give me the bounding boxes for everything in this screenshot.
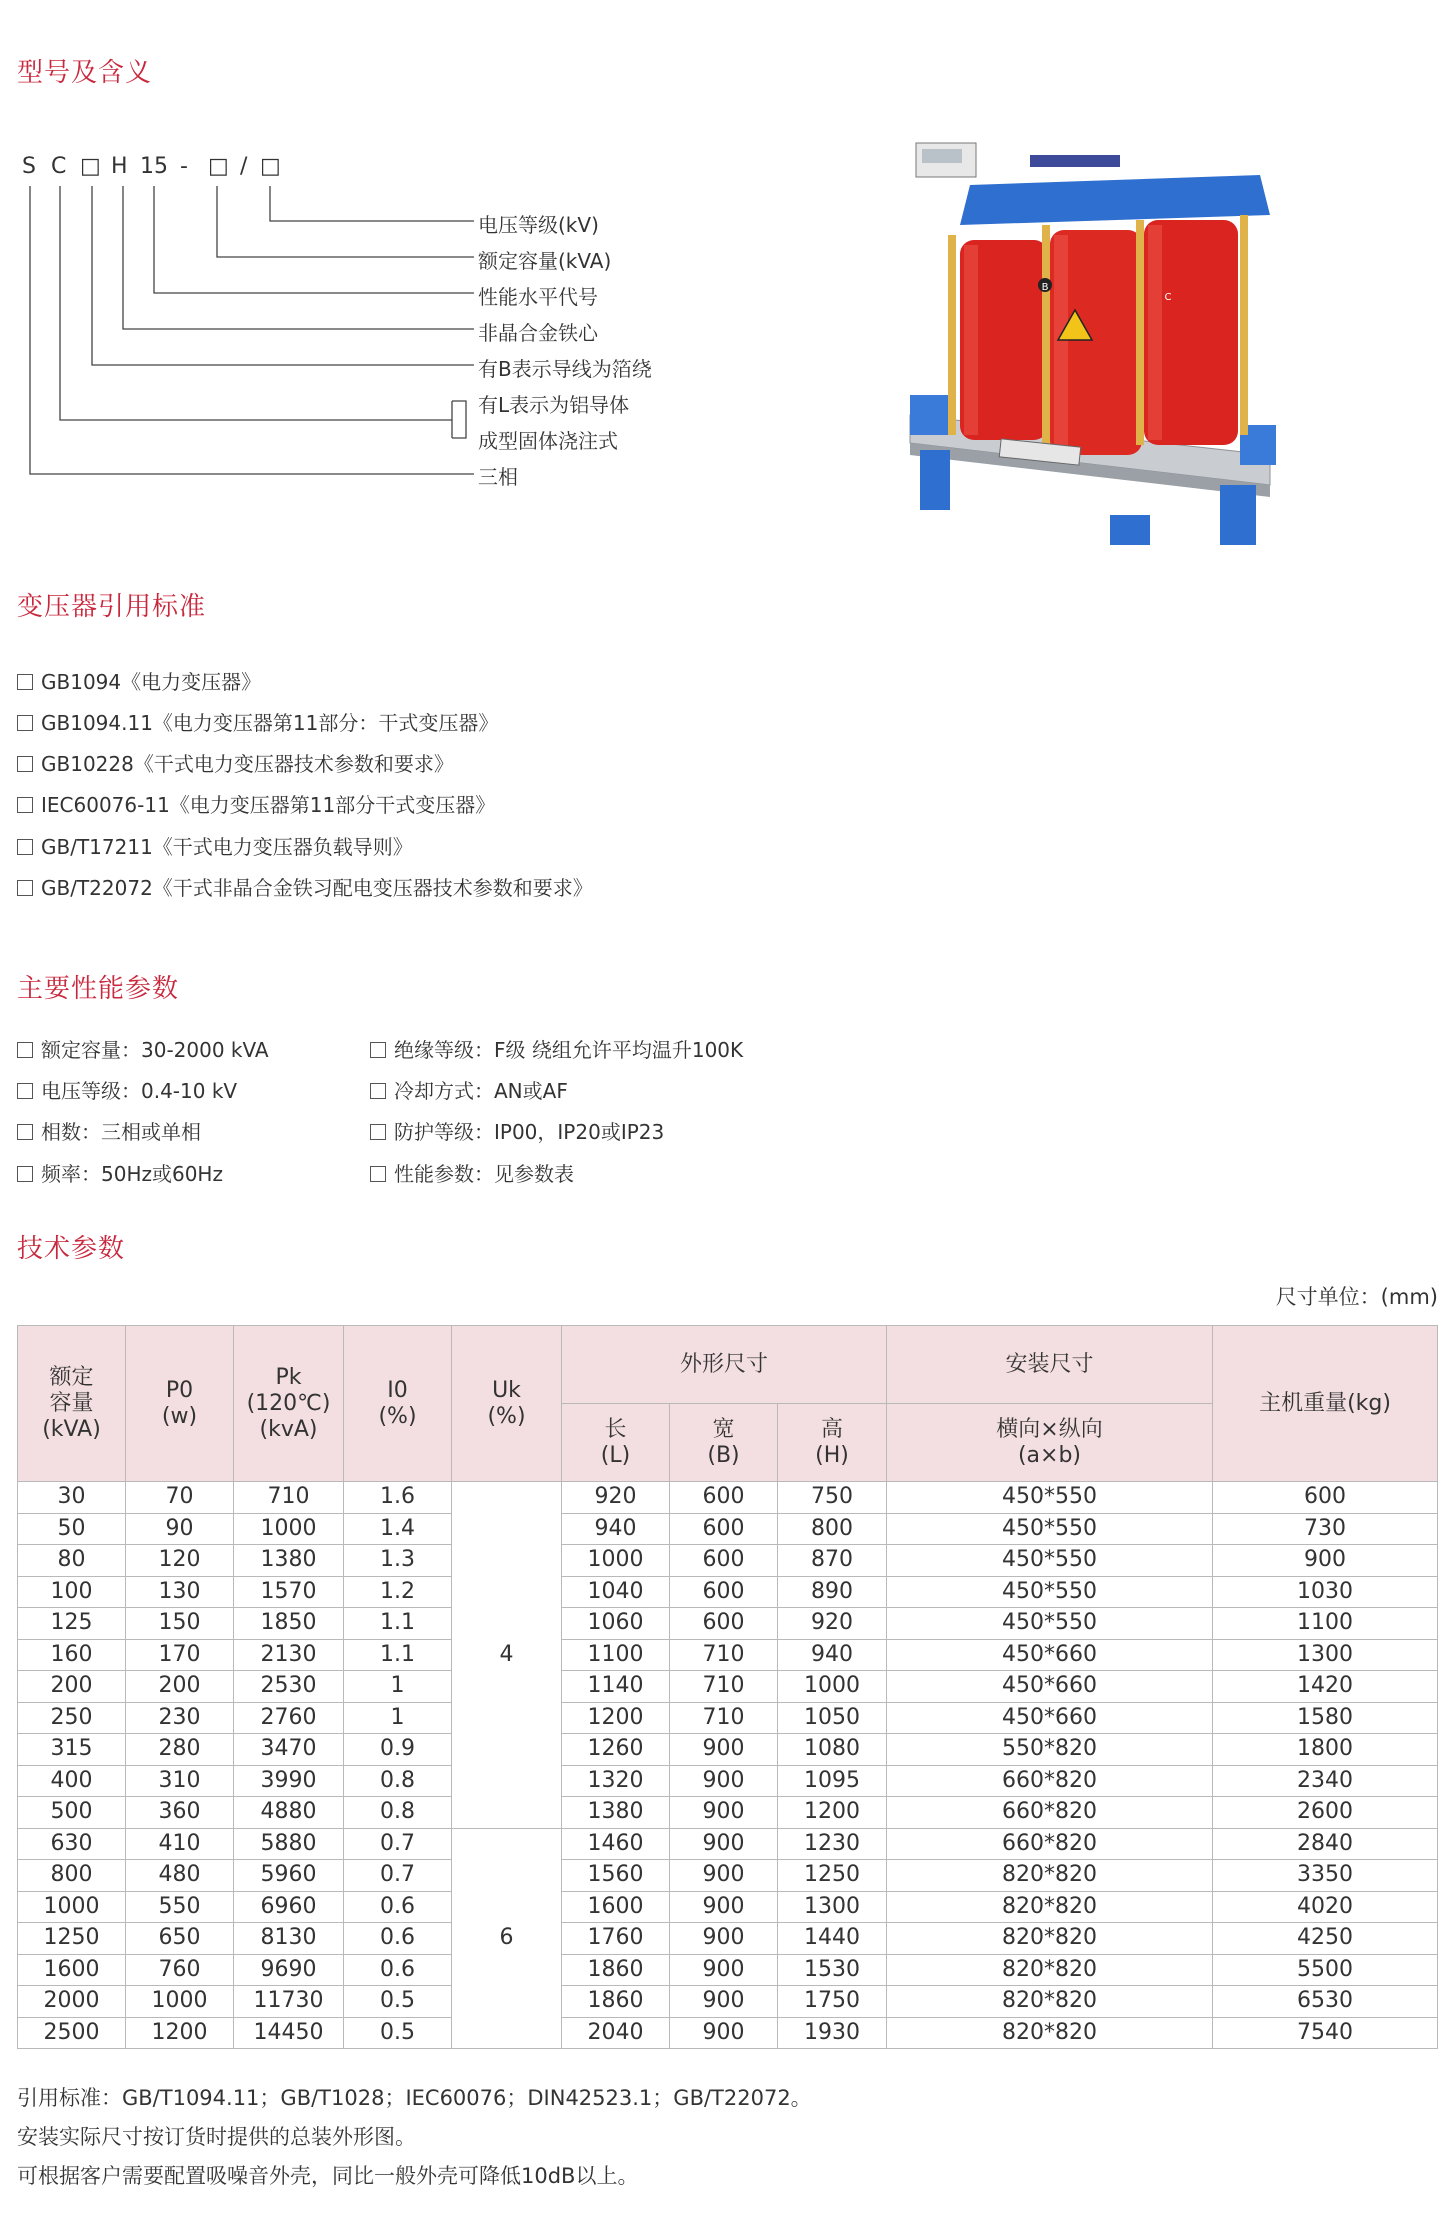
table-cell: 820*820 [887, 1923, 1213, 1955]
table-cell: 3990 [234, 1765, 344, 1797]
table-row [18, 1513, 1438, 1545]
table-cell: 1320 [562, 1765, 670, 1797]
table-cell: 1750 [778, 1986, 887, 2018]
table-cell: 900 [670, 1797, 778, 1829]
table-row [18, 1954, 1438, 1986]
table-cell: 1000 [778, 1671, 887, 1703]
table-cell: 130 [126, 1576, 234, 1608]
table-cell: 1.4 [344, 1513, 452, 1545]
checkbox-icon [17, 1166, 33, 1182]
list-item: GB1094《电力变压器》 [17, 666, 261, 695]
table-cell: 450*550 [887, 1576, 1213, 1608]
table-cell: 1095 [778, 1765, 887, 1797]
table-cell: 1600 [562, 1891, 670, 1923]
checkbox-icon [17, 1124, 33, 1140]
header-uk: Uk (%) [452, 1326, 562, 1482]
list-item: 防护等级：IP00，IP20或IP23 [370, 1116, 664, 1145]
table-cell: 280 [126, 1734, 234, 1766]
checkbox-icon [17, 880, 33, 896]
table-cell: 315 [18, 1734, 126, 1766]
table-cell: 1140 [562, 1671, 670, 1703]
table-row [18, 2017, 1438, 2049]
table-cell: 3350 [1213, 1860, 1438, 1892]
table-cell: 2130 [234, 1639, 344, 1671]
table-cell: 1200 [126, 2017, 234, 2049]
header-weight: 主机重量(kg) [1213, 1326, 1438, 1482]
table-cell: 1300 [778, 1891, 887, 1923]
table-row [18, 1671, 1438, 1703]
table-row [18, 1545, 1438, 1577]
table-row [18, 1482, 1438, 1514]
table-cell: 4880 [234, 1797, 344, 1829]
meaning-foil-winding: 有B表示导线为箔绕 [478, 357, 652, 381]
list-item: 冷却方式：AN或AF [370, 1075, 568, 1104]
header-install: 安装尺寸 [887, 1326, 1213, 1404]
transformer-photo [900, 125, 1300, 565]
table-cell: 1250 [778, 1860, 887, 1892]
table-cell: 710 [670, 1702, 778, 1734]
uk-cell: 6 [452, 1828, 562, 2049]
table-cell: 80 [18, 1545, 126, 1577]
table-cell: 450*550 [887, 1545, 1213, 1577]
table-row [18, 1986, 1438, 2018]
table-cell: 30 [18, 1482, 126, 1514]
table-cell: 160 [18, 1639, 126, 1671]
table-cell: 0.6 [344, 1954, 452, 1986]
table-cell: 1030 [1213, 1576, 1438, 1608]
model-char: □ [80, 154, 101, 179]
section-title-model: 型号及含义 [17, 58, 153, 88]
table-cell: 600 [670, 1482, 778, 1514]
table-cell: 360 [126, 1797, 234, 1829]
table-cell: 660*820 [887, 1765, 1213, 1797]
model-char: C [51, 154, 67, 179]
table-cell: 600 [670, 1576, 778, 1608]
list-item: 频率：50Hz或60Hz [17, 1158, 223, 1187]
table-cell: 450*660 [887, 1671, 1213, 1703]
table-cell: 250 [18, 1702, 126, 1734]
table-cell: 660*820 [887, 1828, 1213, 1860]
header-install-sub: 横向×纵向 (a×b) [887, 1404, 1213, 1482]
table-cell: 1000 [126, 1986, 234, 2018]
table-cell: 0.5 [344, 1986, 452, 2018]
table-cell: 920 [778, 1608, 887, 1640]
table-cell: 1250 [18, 1923, 126, 1955]
meaning-aluminum: 有L表示为铝导体 [478, 393, 630, 417]
table-cell: 1760 [562, 1923, 670, 1955]
table-cell: 1600 [18, 1954, 126, 1986]
table-cell: 1.3 [344, 1545, 452, 1577]
table-cell: 2760 [234, 1702, 344, 1734]
list-item: GB10228《干式电力变压器技术参数和要求》 [17, 748, 454, 777]
list-item: 额定容量：30-2000 kVA [17, 1034, 269, 1063]
table-cell: 2600 [1213, 1797, 1438, 1829]
header-length: 长 (L) [562, 1404, 670, 1482]
table-cell: 450*550 [887, 1608, 1213, 1640]
table-cell: 630 [18, 1828, 126, 1860]
model-char: - [180, 154, 188, 179]
table-cell: 1580 [1213, 1702, 1438, 1734]
table-cell: 1260 [562, 1734, 670, 1766]
table-row [18, 1608, 1438, 1640]
table-cell: 600 [670, 1608, 778, 1640]
note-enclosure: 可根据客户需要配置吸噪音外壳，同比一般外壳可降低10dB以上。 [17, 2164, 639, 2188]
checkbox-icon [17, 674, 33, 690]
table-cell: 1380 [562, 1797, 670, 1829]
checkbox-icon [370, 1042, 386, 1058]
table-cell: 1100 [562, 1639, 670, 1671]
table-cell: 890 [778, 1576, 887, 1608]
header-width: 宽 (B) [670, 1404, 778, 1482]
model-char: H [111, 154, 128, 179]
list-item: GB/T17211《干式电力变压器负载导则》 [17, 831, 413, 860]
table-cell: 1440 [778, 1923, 887, 1955]
table-cell: 410 [126, 1828, 234, 1860]
section-title-standards: 变压器引用标准 [17, 592, 207, 622]
checkbox-icon [17, 715, 33, 731]
checkbox-icon [17, 1042, 33, 1058]
table-cell: 820*820 [887, 1891, 1213, 1923]
note-standards: 引用标准：GB/T1094.11；GB/T1028；IEC60076；DIN42523.1；GB/T22072。 [17, 2086, 812, 2110]
table-cell: 1420 [1213, 1671, 1438, 1703]
table-cell: 0.9 [344, 1734, 452, 1766]
model-char: □ [208, 154, 229, 179]
table-cell: 900 [670, 1860, 778, 1892]
table-cell: 900 [670, 1828, 778, 1860]
table-cell: 900 [670, 1986, 778, 2018]
table-row [18, 1891, 1438, 1923]
model-char: 15 [140, 154, 168, 179]
meaning-cast-resin: 成型固体浇注式 [478, 429, 618, 453]
checkbox-icon [370, 1124, 386, 1140]
table-cell: 1000 [18, 1891, 126, 1923]
table-cell: 0.7 [344, 1828, 452, 1860]
table-row [18, 1702, 1438, 1734]
unit-note: 尺寸单位：(mm) [1275, 1285, 1438, 1309]
table-cell: 170 [126, 1639, 234, 1671]
meaning-voltage: 电压等级(kV) [478, 213, 599, 237]
list-item: 绝缘等级：F级 绕组允许平均温升100K [370, 1034, 743, 1063]
table-cell: 870 [778, 1545, 887, 1577]
table-row [18, 1923, 1438, 1955]
table-cell: 0.7 [344, 1860, 452, 1892]
table-cell: 1.1 [344, 1639, 452, 1671]
table-cell: 450*660 [887, 1702, 1213, 1734]
table-cell: 1800 [1213, 1734, 1438, 1766]
table-cell: 14450 [234, 2017, 344, 2049]
table-cell: 660*820 [887, 1797, 1213, 1829]
table-cell: 900 [670, 1923, 778, 1955]
table-cell: 1860 [562, 1954, 670, 1986]
header-outline: 外形尺寸 [562, 1326, 887, 1404]
list-item: GB/T22072《干式非晶合金铁习配电变压器技术参数和要求》 [17, 872, 593, 901]
table-cell: 1860 [562, 1986, 670, 2018]
table-cell: 4020 [1213, 1891, 1438, 1923]
table-cell: 0.8 [344, 1765, 452, 1797]
table-cell: 550 [126, 1891, 234, 1923]
table-cell: 900 [670, 1954, 778, 1986]
table-cell: 760 [126, 1954, 234, 1986]
table-row [18, 1765, 1438, 1797]
table-cell: 400 [18, 1765, 126, 1797]
table-cell: 2530 [234, 1671, 344, 1703]
table-row [18, 1639, 1438, 1671]
table-cell: 120 [126, 1545, 234, 1577]
table-cell: 900 [670, 1891, 778, 1923]
list-item: GB1094.11《电力变压器第11部分：干式变压器》 [17, 707, 498, 736]
header-height: 高 (H) [778, 1404, 887, 1482]
table-cell: 1380 [234, 1545, 344, 1577]
table-cell: 200 [18, 1671, 126, 1703]
checkbox-icon [17, 1083, 33, 1099]
table-cell: 1060 [562, 1608, 670, 1640]
table-cell: 1 [344, 1671, 452, 1703]
table-cell: 550*820 [887, 1734, 1213, 1766]
table-cell: 8130 [234, 1923, 344, 1955]
table-row [18, 1828, 1438, 1860]
table-cell: 450*660 [887, 1639, 1213, 1671]
table-cell: 1 [344, 1702, 452, 1734]
table-cell: 6530 [1213, 1986, 1438, 2018]
table-cell: 1200 [562, 1702, 670, 1734]
table-row [18, 1860, 1438, 1892]
model-char: □ [260, 154, 281, 179]
table-cell: 50 [18, 1513, 126, 1545]
table-cell: 7540 [1213, 2017, 1438, 2049]
table-cell: 4250 [1213, 1923, 1438, 1955]
table-cell: 0.6 [344, 1923, 452, 1955]
table-cell: 710 [670, 1639, 778, 1671]
table-cell: 600 [670, 1545, 778, 1577]
list-item: 电压等级：0.4-10 kV [17, 1075, 237, 1104]
table-cell: 1300 [1213, 1639, 1438, 1671]
table-cell: 940 [562, 1513, 670, 1545]
table-cell: 125 [18, 1608, 126, 1640]
table-cell: 1.1 [344, 1608, 452, 1640]
table-cell: 900 [1213, 1545, 1438, 1577]
table-cell: 230 [126, 1702, 234, 1734]
table-cell: 1050 [778, 1702, 887, 1734]
table-cell: 710 [234, 1482, 344, 1514]
table-cell: 650 [126, 1923, 234, 1955]
table-cell: 820*820 [887, 1986, 1213, 2018]
table-cell: 450*550 [887, 1513, 1213, 1545]
header-capacity: 额定 容量 (kVA) [18, 1326, 126, 1482]
table-cell: 800 [778, 1513, 887, 1545]
table-cell: 1040 [562, 1576, 670, 1608]
checkbox-icon [17, 756, 33, 772]
table-cell: 6960 [234, 1891, 344, 1923]
meaning-capacity: 额定容量(kVA) [478, 249, 612, 273]
table-cell: 730 [1213, 1513, 1438, 1545]
table-cell: 5880 [234, 1828, 344, 1860]
table-cell: 500 [18, 1797, 126, 1829]
section-title-tech: 技术参数 [17, 1234, 126, 1264]
table-cell: 900 [670, 1734, 778, 1766]
checkbox-icon [370, 1083, 386, 1099]
note-install: 安装实际尺寸按订货时提供的总装外形图。 [17, 2125, 416, 2149]
header-p0: P0 (w) [126, 1326, 234, 1482]
uk-cell: 4 [452, 1482, 562, 1829]
checkbox-icon [370, 1166, 386, 1182]
header-pk: Pk (120℃) (kvA) [234, 1326, 344, 1482]
table-row [18, 1734, 1438, 1766]
table-cell: 2340 [1213, 1765, 1438, 1797]
table-cell: 1570 [234, 1576, 344, 1608]
table-cell: 1.6 [344, 1482, 452, 1514]
table-cell: 5960 [234, 1860, 344, 1892]
table-cell: 150 [126, 1608, 234, 1640]
table-cell: 710 [670, 1671, 778, 1703]
table-row [18, 1797, 1438, 1829]
table-cell: 9690 [234, 1954, 344, 1986]
table-cell: 90 [126, 1513, 234, 1545]
table-cell: 920 [562, 1482, 670, 1514]
table-cell: 800 [18, 1860, 126, 1892]
table-cell: 1530 [778, 1954, 887, 1986]
table-cell: 820*820 [887, 2017, 1213, 2049]
list-item: 性能参数：见参数表 [370, 1158, 574, 1187]
list-item: IEC60076-11《电力变压器第11部分干式变压器》 [17, 789, 495, 818]
meaning-amorphous-core: 非晶合金铁心 [478, 321, 598, 345]
spec-table [17, 1325, 1438, 2049]
table-cell: 2040 [562, 2017, 670, 2049]
section-title-performance: 主要性能参数 [17, 974, 180, 1004]
table-cell: 600 [670, 1513, 778, 1545]
table-cell: 1000 [234, 1513, 344, 1545]
table-cell: 1850 [234, 1608, 344, 1640]
table-cell: 600 [1213, 1482, 1438, 1514]
table-cell: 1460 [562, 1828, 670, 1860]
table-cell: 0.8 [344, 1797, 452, 1829]
table-cell: 1560 [562, 1860, 670, 1892]
table-cell: 820*820 [887, 1860, 1213, 1892]
table-cell: 70 [126, 1482, 234, 1514]
table-row [18, 1576, 1438, 1608]
list-item: 相数：三相或单相 [17, 1116, 201, 1145]
table-cell: 450*550 [887, 1482, 1213, 1514]
table-cell: 11730 [234, 1986, 344, 2018]
table-cell: 200 [126, 1671, 234, 1703]
table-cell: 1080 [778, 1734, 887, 1766]
table-cell: 0.6 [344, 1891, 452, 1923]
table-cell: 100 [18, 1576, 126, 1608]
table-cell: 2000 [18, 1986, 126, 2018]
checkbox-icon [17, 797, 33, 813]
table-cell: 900 [670, 2017, 778, 2049]
table-cell: 1100 [1213, 1608, 1438, 1640]
header-i0: I0 (%) [344, 1326, 452, 1482]
meaning-three-phase: 三相 [478, 465, 518, 489]
table-cell: 1230 [778, 1828, 887, 1860]
table-cell: 900 [670, 1765, 778, 1797]
table-cell: 2840 [1213, 1828, 1438, 1860]
table-cell: 1200 [778, 1797, 887, 1829]
table-cell: 310 [126, 1765, 234, 1797]
checkbox-icon [17, 839, 33, 855]
model-char: S [22, 154, 36, 179]
table-cell: 1930 [778, 2017, 887, 2049]
table-cell: 480 [126, 1860, 234, 1892]
table-cell: 2500 [18, 2017, 126, 2049]
table-cell: 3470 [234, 1734, 344, 1766]
phase-c-label: C [1164, 292, 1172, 303]
phase-b-label: B [1041, 282, 1049, 293]
table-cell: 5500 [1213, 1954, 1438, 1986]
table-cell: 820*820 [887, 1954, 1213, 1986]
meaning-performance: 性能水平代号 [478, 285, 598, 309]
table-cell: 1.2 [344, 1576, 452, 1608]
table-cell: 1000 [562, 1545, 670, 1577]
table-cell: 940 [778, 1639, 887, 1671]
model-char: / [240, 154, 248, 179]
table-cell: 750 [778, 1482, 887, 1514]
table-cell: 0.5 [344, 2017, 452, 2049]
